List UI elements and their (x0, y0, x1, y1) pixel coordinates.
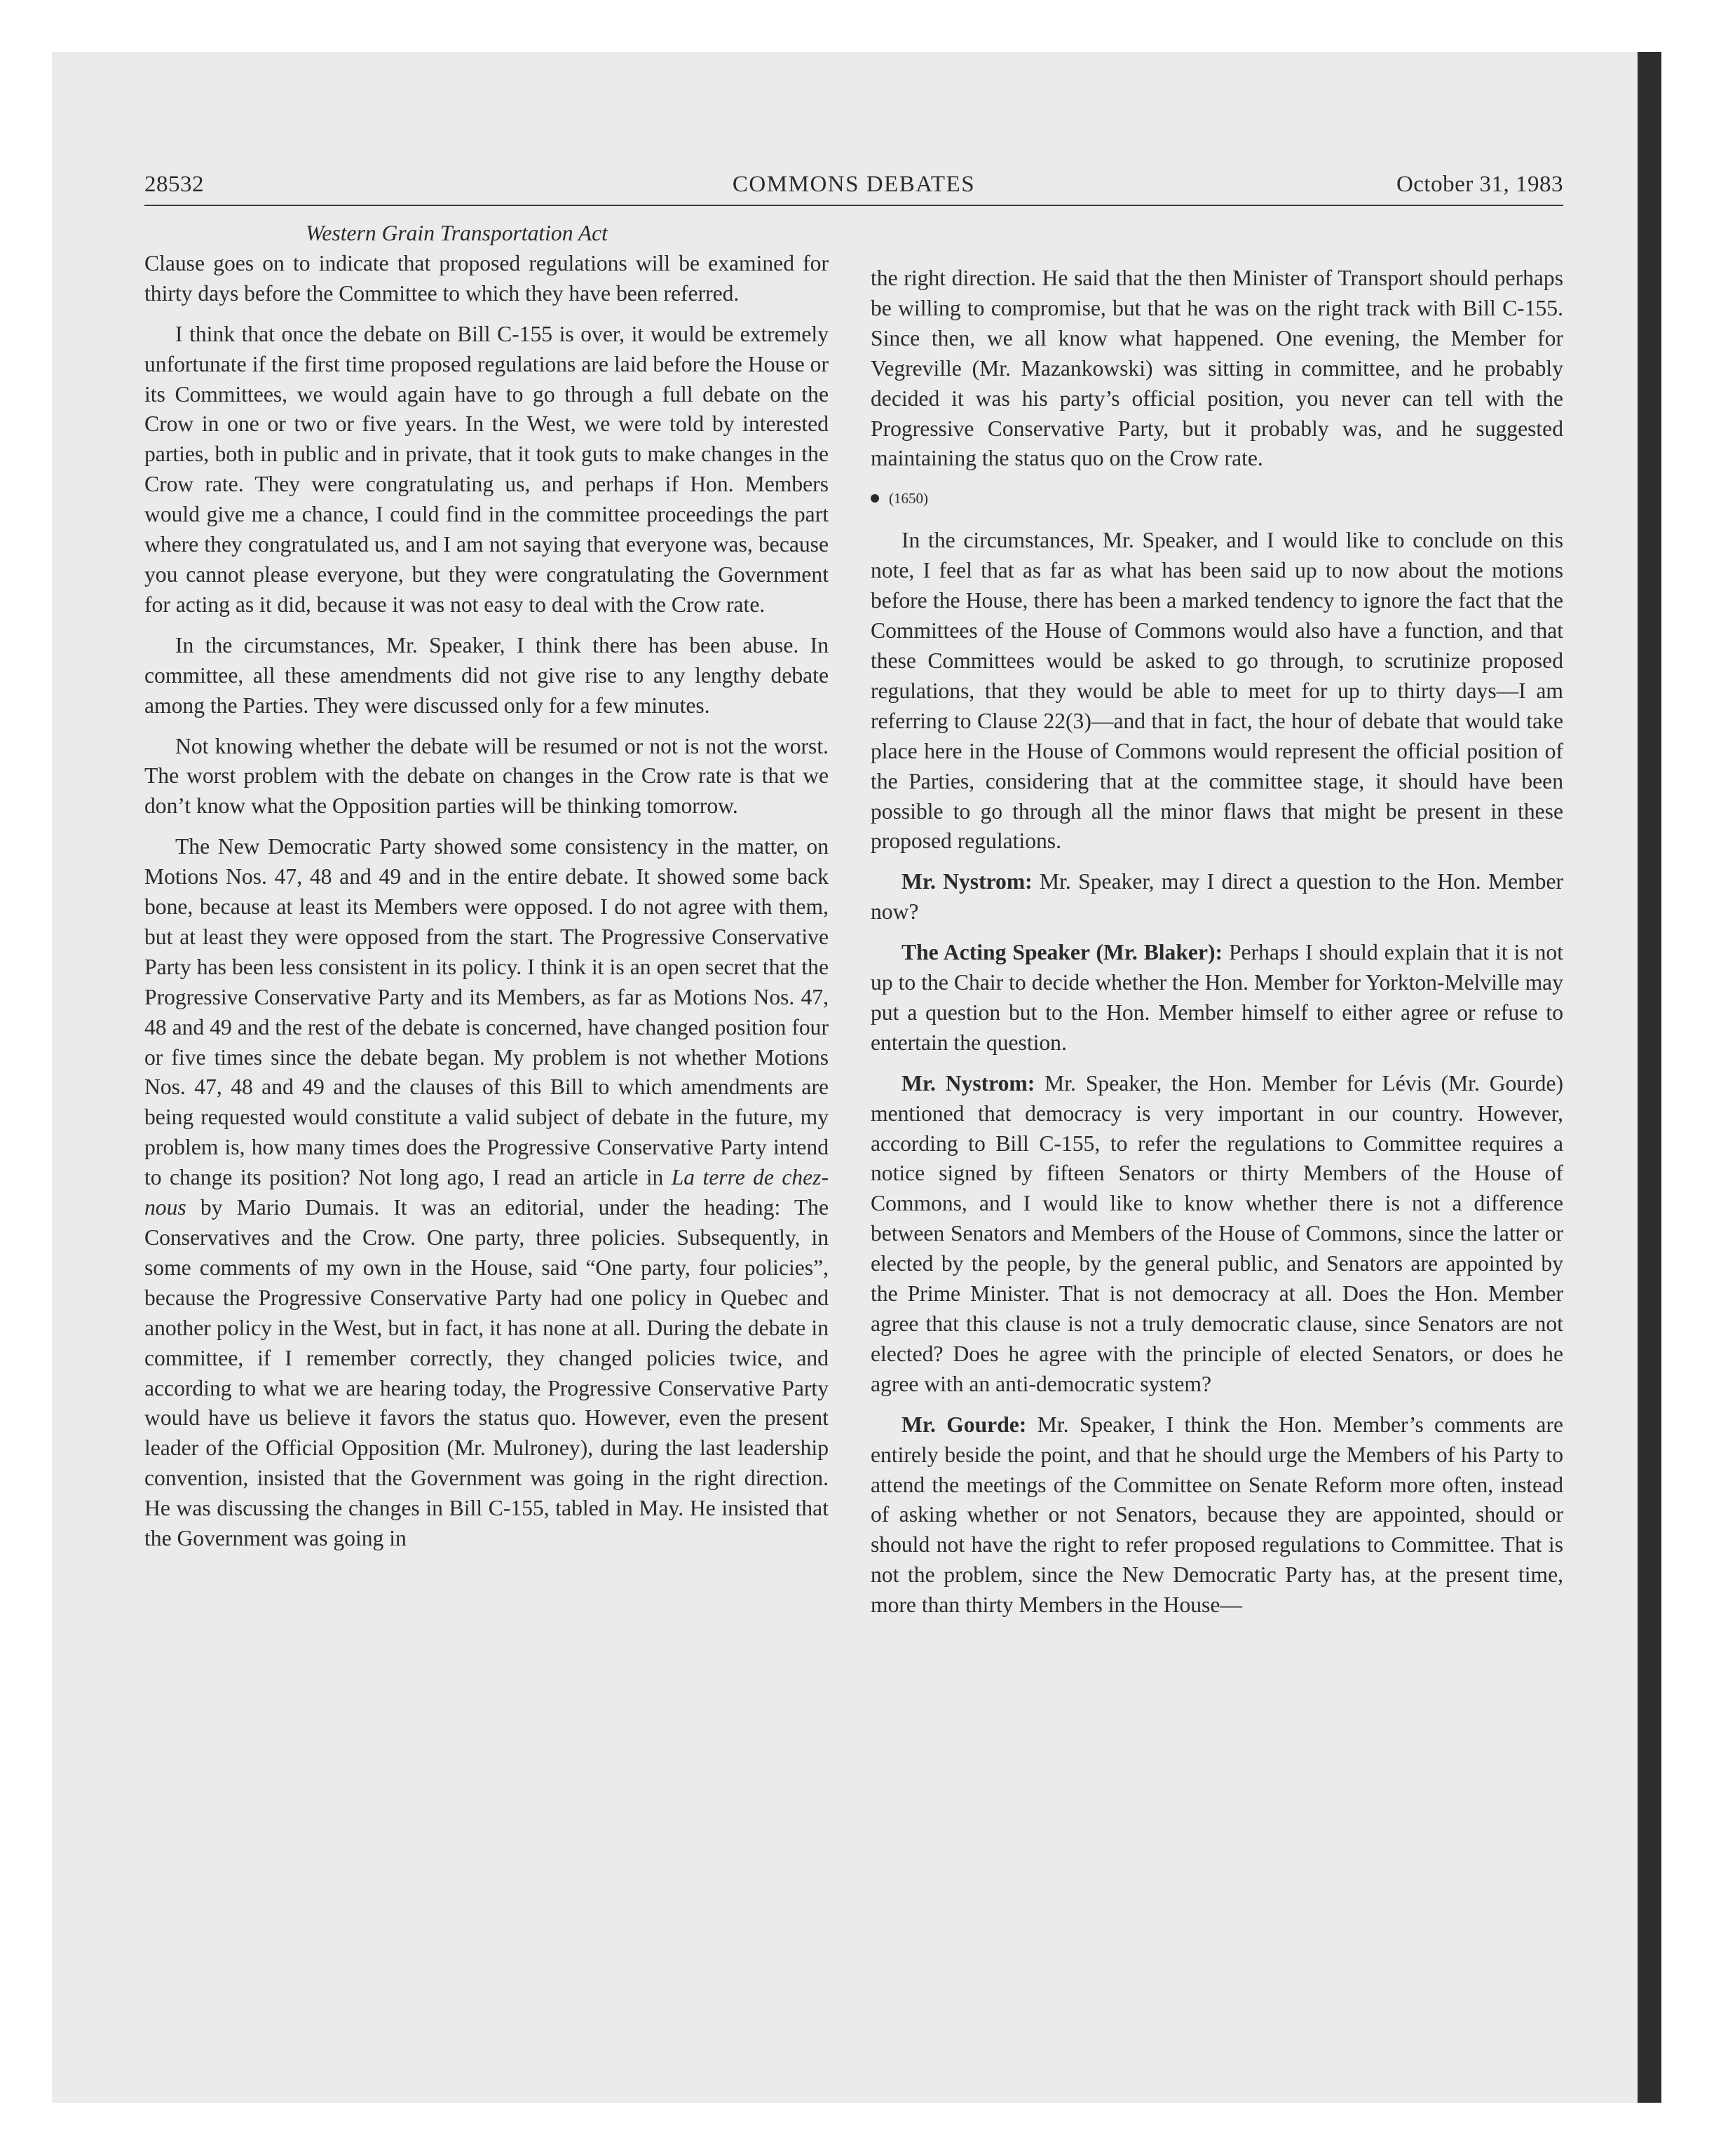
paragraph: I think that once the debate on Bill C-155 is over, it would be extremely unfortunate if the first time proposed regulations are laid before the House or its Committees, we would again have to go through a full debate on the Crow in one or two or five years. In the West, we were told by interested parties, both in public and in private, that it took guts to make changes in the Crow rate. They were congratulating us, and perhaps if Hon. Members would give me a chance, I could find in the committee proceedings the part where they congratulated us, and I am not saying that everyone was, because you cannot please everyone, but they were congratulating the Government for acting as it did, because it was not easy to deal with the Crow rate. (144, 321, 829, 617)
page-header (144, 172, 1563, 207)
running-title: Western Grain Transportation Act (306, 221, 608, 245)
binding-edge (1638, 52, 1661, 2103)
page-date: October 31, 1983 (1396, 172, 1563, 197)
speaker-name: Mr. Nystrom: (901, 869, 1033, 894)
paragraph-text: by Mario Dumais. It was an editorial, under the heading: The Conservatives and the Crow. One party, three policies. Subsequently, in some comments of my own in the House, said “One party, four policies”, because the Progressive Conservative Party had one policy in Quebec and another policy in the West, but in fact, it has none at all. During the debate in committee, if I remember correctly, they changed policies twice, and according to what we are hearing today, the Progressive Conservative Party would have us believe it favors the status quo. However, even the present leader of the Official Opposition (Mr. Mulroney), during the last leadership convention, insisted that the Government was going in the right direction. He was discussing the changes in Bill C-155, tabled in May. He insisted that the Government was going in (144, 1195, 829, 1551)
header-rule (144, 205, 1563, 206)
paragraph: Not knowing whether the debate will be resumed or not is not the worst. The worst problem with the debate on changes in the Crow rate is that we don’t know what the Opposition parties will be thinking tomorrow. (144, 733, 829, 819)
bullet-icon (871, 494, 879, 503)
paragraph: In the circumstances, Mr. Speaker, and I would like to conclude on this note, I feel that as far as what has been said up to now about the motions before the House, there has been a marked tendency to ignore the fact that the Committees of the House of Commons would also have a function, and that these Committees would be asked to go through, to scrutinize proposed regulations, that they would be able to meet for up to thirty days—I am referring to Clause 22(3)—and that in fact, the hour of debate that would take place here in the House of Commons would represent the official position of the Parties, considering that at the committee stage, it should have been possible to go through all the minor flaws that might be present in these proposed regulations. (871, 528, 1563, 854)
paragraph-text: The New Democratic Party showed some consistency in the matter, on Motions Nos. 47, 48 and 49 and in the entire debate. It showed some back bone, because at least its Members were opposed. I do not agree with them, but at least they were opposed from the start. The Progressive Conservative Party has been less consistent in its policy. I think it is an open secret that the Progressive Conservative Party and its Members, as far as Motions Nos. 47, 48 and 49 and the rest of the debate is concerned, have changed position four or five times since the debate began. My problem is not whether Motions Nos. 47, 48 and 49 and the clauses of this Bill to which amendments are being requested would constitute a valid subject of debate in the future, my problem is, how many times does the Progressive Conservative Party intend to change its position? Not long ago, I read an article in (144, 834, 829, 1190)
paragraph (144, 832, 829, 1554)
speech (871, 867, 1563, 927)
speech-text: Mr. Speaker, I think the Hon. Member’s comments are entirely beside the point, and that he should urge the Members of his Party to attend the meetings of the Committee on Senate Reform more often, instead of asking whether or not Senators, because they are appointed, should or should not have the right to refer proposed regulations to Committee. That is not the problem, since the New Democratic Party has, at the present time, more than thirty Members in the House— (871, 1412, 1563, 1618)
time-marker-text: (1650) (889, 490, 928, 507)
speech-text: Perhaps I should explain that it is not up to the Chair to decide whether the Hon. Member for Yorkton-Melville may put a question but to the Hon. Member himself to either agree or refuse to entertain the question. (871, 940, 1564, 1055)
speech (871, 1410, 1563, 1621)
speaker-name: Mr. Nystrom: (901, 1070, 1035, 1096)
publication-title: COMMONS DEBATES (732, 172, 976, 197)
speech (871, 1069, 1563, 1400)
left-column (144, 219, 829, 1564)
speaker-name: The Acting Speaker (Mr. Blaker): (901, 940, 1223, 965)
paragraph: In the circumstances, Mr. Speaker, I think there has been abuse. In committee, all these amendments did not give rise to any lengthy debate among the Parties. They were discussed only for a few minutes. (144, 632, 829, 718)
page-number: 28532 (144, 172, 204, 197)
speech-text: Mr. Speaker, the Hon. Member for Lévis (Mr. Gourde) mentioned that democracy is very important in our country. However, according to Bill C-155, to refer the regulations to Committee requires a notice signed by fifteen Senators or thirty Members of the House of Commons, and I would like to know whether there is not a difference between Senators and Members of the House of Commons, since the latter or elected by the people, by the general public, and Senators are appointed by the Prime Minister. That is not democracy at all. Does the Hon. Member agree that this clause is not a truly democratic clause, since Senators are not elected? Does he agree with the principle of elected Senators, or does he agree with an anti-democratic system? (871, 1070, 1564, 1396)
speech-text: Mr. Speaker, may I direct a question to the Hon. Member now? (871, 869, 1563, 925)
publication-name: La terre de chez-nous (144, 1165, 829, 1220)
right-column (871, 264, 1563, 1631)
paragraph: Clause goes on to indicate that proposed regulations will be examined for thirty days before the Committee to which they have been referred. (144, 250, 829, 306)
time-marker (871, 488, 1563, 509)
speaker-name: Mr. Gourde: (901, 1412, 1027, 1437)
speech (871, 938, 1563, 1058)
paragraph: the right direction. He said that the then Minister of Transport should perhaps be willing to compromise, but that he was on the right track with Bill C-155. Since then, we all know what happened. One evening, the Member for Vegreville (Mr. Mazankowski) was sitting in committee, and he probably decided it was his party’s official position, you never can tell with the Progressive Conservative Party, but it probably was, and he suggested maintaining the status quo on the Crow rate. (871, 266, 1563, 471)
